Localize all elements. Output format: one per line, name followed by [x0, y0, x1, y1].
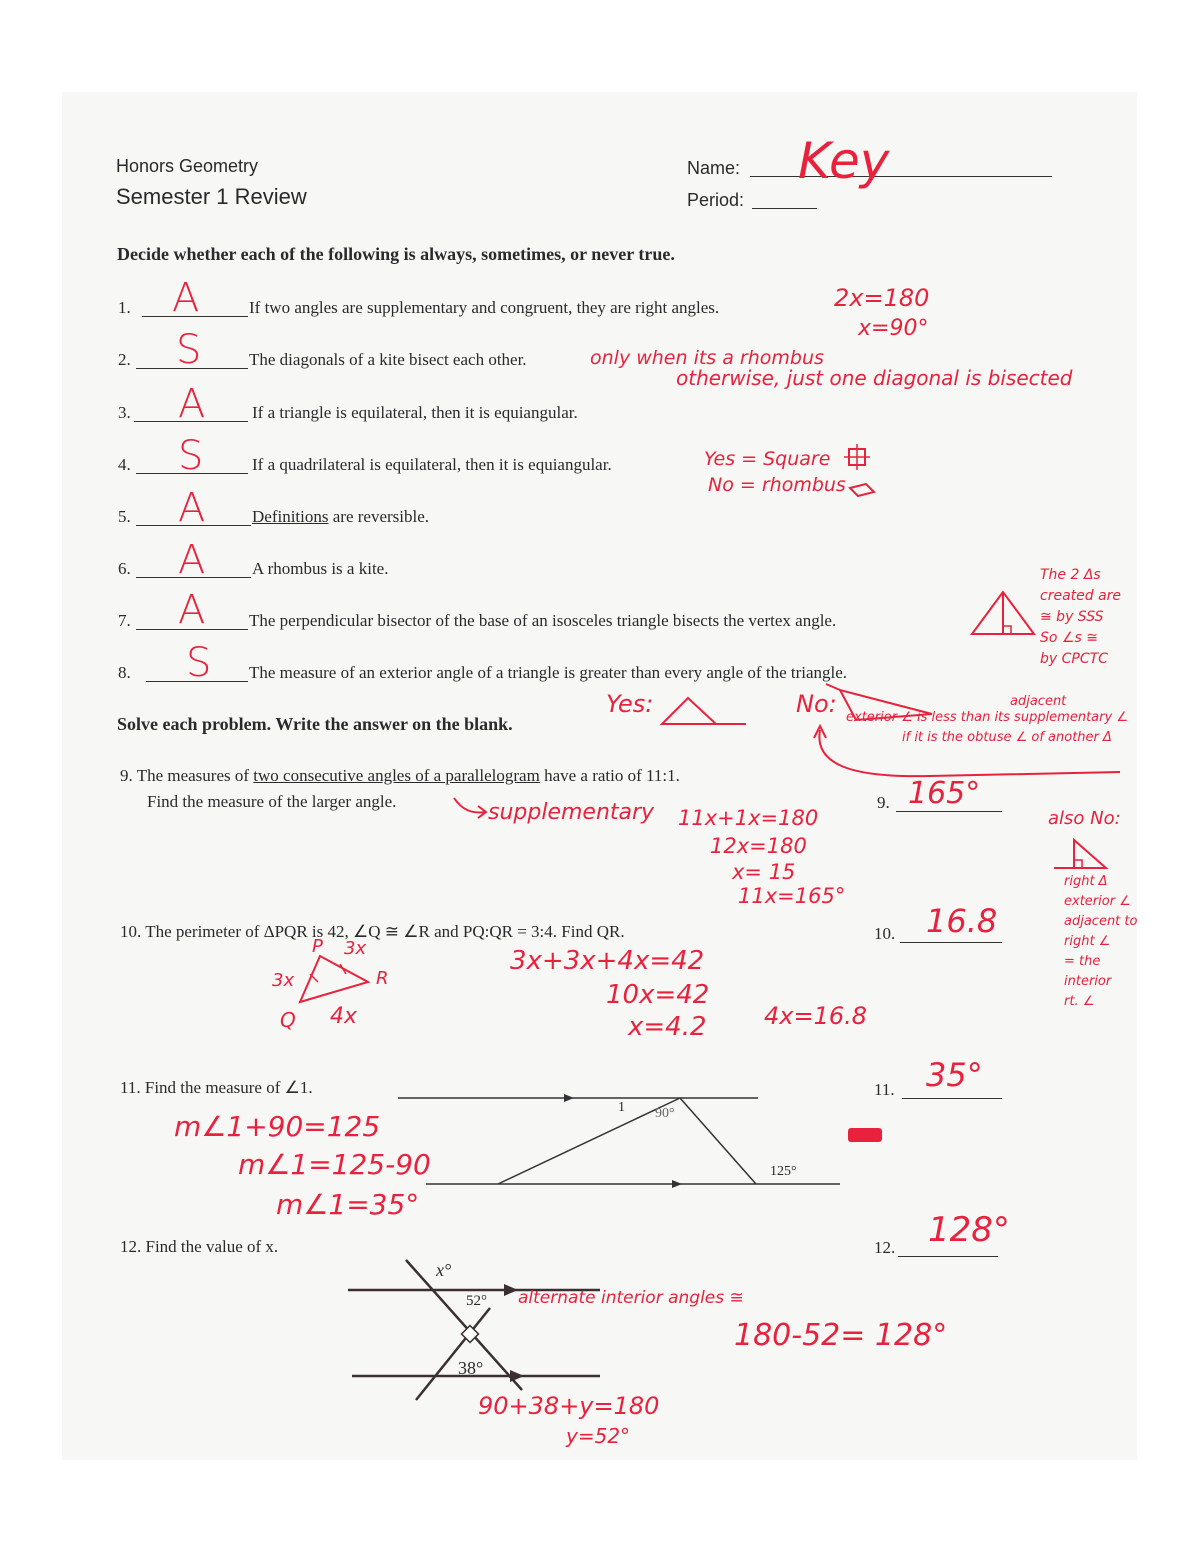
item-4-answer: S — [178, 433, 204, 479]
q2-note-a: only when its a rhombus — [590, 347, 824, 369]
q4-note-b: No = rhombus — [708, 474, 846, 496]
item-5-number: 5. — [118, 507, 131, 526]
item-1-answer: A — [172, 275, 200, 321]
q2-note-b: otherwise, just one diagonal is bisected — [676, 366, 1073, 390]
also-no-label: also No: — [1048, 808, 1121, 829]
item-2-text: The diagonals of a kite bisect each other. — [249, 350, 527, 369]
p11-work-3: m∠1=35° — [276, 1188, 420, 1221]
item-1-text: If two angles are supplementary and congruent, they are right angles. — [249, 298, 720, 317]
p12-answer: 128° — [928, 1210, 1010, 1250]
p9-text-a: 9. The measures of — [120, 766, 254, 785]
p12-note: alternate interior angles ≅ — [518, 1288, 744, 1308]
q1-work-b: x=90° — [858, 316, 929, 341]
p10-label-r: R — [376, 968, 389, 989]
right-note-line-2: exterior ∠ — [1064, 894, 1131, 909]
q7-note-line-1: The 2 Δs — [1040, 567, 1101, 583]
p10-label-side1: 3x — [344, 938, 367, 959]
p9-text-underlined: two consecutive angles of a parallelogram — [253, 766, 540, 785]
name-label: Name: — [687, 158, 741, 178]
yes-triangle-sketch-icon — [660, 694, 750, 730]
p11-angle-1-label: 1 — [618, 1100, 625, 1115]
p10-label-side3: 4x — [330, 1004, 358, 1029]
right-note-line-3: adjacent to — [1064, 914, 1138, 929]
p12-work-3: 180-52= 128° — [734, 1318, 948, 1353]
p9-work-4: 11x=165° — [738, 884, 846, 908]
p12-angle-38-label: 38° — [458, 1358, 484, 1378]
isosceles-triangle-sketch-icon — [968, 590, 1038, 640]
p10-answer: 16.8 — [926, 902, 998, 940]
p12-x-label: x° — [436, 1260, 452, 1280]
p12-angle-52-label: 52° — [466, 1293, 487, 1309]
p9-work-2: 12x=180 — [710, 834, 807, 858]
item-7-answer: A — [178, 587, 206, 633]
q7-note-line-2: created are — [1040, 588, 1122, 604]
right-note-line-7: rt. ∠ — [1064, 994, 1095, 1009]
p10-blank-number: 10. — [874, 924, 896, 943]
p9-answer: 165° — [908, 776, 981, 811]
p11-blank — [902, 1098, 1002, 1099]
p11-angle-90-label: 90° — [655, 1106, 675, 1121]
arrow-annotation-icon — [810, 724, 1130, 784]
p9-note: supplementary — [488, 800, 655, 825]
p9-work-3: x= 15 — [732, 860, 796, 884]
right-note-line-4: right ∠ — [1064, 934, 1111, 949]
p10-label-side2: 3x — [272, 970, 295, 991]
item-7-text: The perpendicular bisector of the base of an isosceles triangle bisects the vertex angle. — [249, 611, 837, 630]
item-2-answer: S — [176, 327, 202, 373]
p10-label-q: Q — [280, 1008, 296, 1032]
p11-blank-number: 11. — [874, 1080, 895, 1099]
item-7-number: 7. — [118, 611, 131, 630]
item-6-answer: A — [178, 537, 206, 583]
p9-text-line1 — [120, 766, 680, 786]
right-note-line-6: interior — [1064, 974, 1112, 989]
square-sketch-icon — [844, 444, 884, 504]
p11-work-2: m∠1=125-90 — [238, 1148, 431, 1181]
p11-answer: 35° — [926, 1056, 983, 1094]
name-blank — [750, 176, 1052, 177]
item-3-answer: A — [178, 381, 206, 427]
p10-label-p: P — [312, 936, 323, 957]
scribble-mark — [846, 1124, 886, 1148]
p10-text: 10. The perimeter of ΔPQR is 42, ∠Q ≅ ∠R and PQ:QR = 3:4. Find QR. — [120, 922, 625, 941]
p12-text: 12. Find the value of x. — [120, 1237, 279, 1256]
item-4-text: If a quadrilateral is equilateral, then it is equiangular. — [252, 455, 612, 474]
p10-work-1: 3x+3x+4x=42 — [510, 946, 705, 976]
p11-work-1: m∠1+90=125 — [174, 1110, 381, 1143]
p11-angle-125-label: 125° — [770, 1164, 797, 1179]
course-name: Honors Geometry — [116, 156, 259, 176]
worksheet-title: Semester 1 Review — [116, 184, 307, 209]
q7-note — [1040, 565, 1121, 670]
q8-note-b: if it is the obtuse ∠ of another Δ — [902, 730, 1112, 745]
p9-text-line2: Find the measure of the larger angle. — [147, 792, 397, 811]
q8-no-label: No: — [796, 690, 837, 718]
q7-note-line-5: by CPCTC — [1040, 651, 1108, 667]
item-3-number: 3. — [118, 403, 131, 422]
p9-text-b: have a ratio of 11:1. — [539, 766, 680, 785]
item-6-text: A rhombus is a kite. — [252, 559, 389, 578]
p9-work-1: 11x+1x=180 — [678, 806, 819, 830]
q7-note-line-3: ≅ by SSS — [1040, 609, 1104, 625]
item-2-number: 2. — [118, 350, 131, 369]
p12-work-1: 90+38+y=180 — [478, 1392, 660, 1420]
item-5-answer: A — [178, 485, 206, 531]
q8-note-a: exterior ∠ is less than its supplementary ∠ — [846, 710, 1128, 725]
q8-yes-label: Yes: — [606, 690, 654, 718]
p9-blank-number: 9. — [877, 793, 890, 812]
name-value: Key — [798, 132, 890, 190]
item-6-number: 6. — [118, 559, 131, 578]
item-5-underlined-word: Definitions — [252, 507, 329, 526]
q8-adjacent-note: adjacent — [1010, 694, 1067, 709]
right-triangle-sketch-icon — [1050, 838, 1110, 874]
q4-note-a: Yes = Square — [704, 448, 831, 470]
item-4-number: 4. — [118, 455, 131, 474]
p10-work-4: 4x=16.8 — [764, 1002, 868, 1030]
item-5-text — [252, 507, 429, 527]
p12-blank-number: 12. — [874, 1238, 896, 1257]
item-5-text-rest: are reversible. — [328, 507, 430, 526]
p10-work-2: 10x=42 — [606, 980, 710, 1010]
right-note-line-1: right Δ — [1064, 874, 1108, 889]
p12-work-2: y=52° — [566, 1424, 631, 1448]
p10-work-3: x=4.2 — [628, 1012, 707, 1042]
period-label: Period: — [687, 190, 745, 210]
item-1-number: 1. — [118, 298, 131, 317]
p10-blank — [900, 942, 1002, 943]
q7-note-line-4: So ∠s ≅ — [1040, 630, 1098, 646]
q1-work-a: 2x=180 — [834, 284, 930, 312]
item-3-text: If a triangle is equilateral, then it is equiangular. — [252, 403, 578, 422]
section2-instruction: Solve each problem. Write the answer on the blank. — [117, 714, 513, 734]
p11-parallel-lines-figure — [380, 1080, 850, 1200]
item-8-text: The measure of an exterior angle of a triangle is greater than every angle of the triangle. — [249, 663, 848, 682]
p12-blank — [898, 1256, 998, 1257]
p11-text: 11. Find the measure of ∠1. — [120, 1078, 313, 1097]
p9-blank — [896, 811, 1002, 812]
right-triangle-note — [1064, 872, 1137, 1012]
item-8-answer: S — [186, 640, 212, 686]
item-8-number: 8. — [118, 663, 131, 682]
p9-arrow-icon — [452, 796, 492, 820]
section1-instruction: Decide whether each of the following is always, sometimes, or never true. — [117, 244, 675, 264]
right-note-line-5: = the — [1064, 954, 1101, 969]
period-blank — [752, 208, 817, 209]
